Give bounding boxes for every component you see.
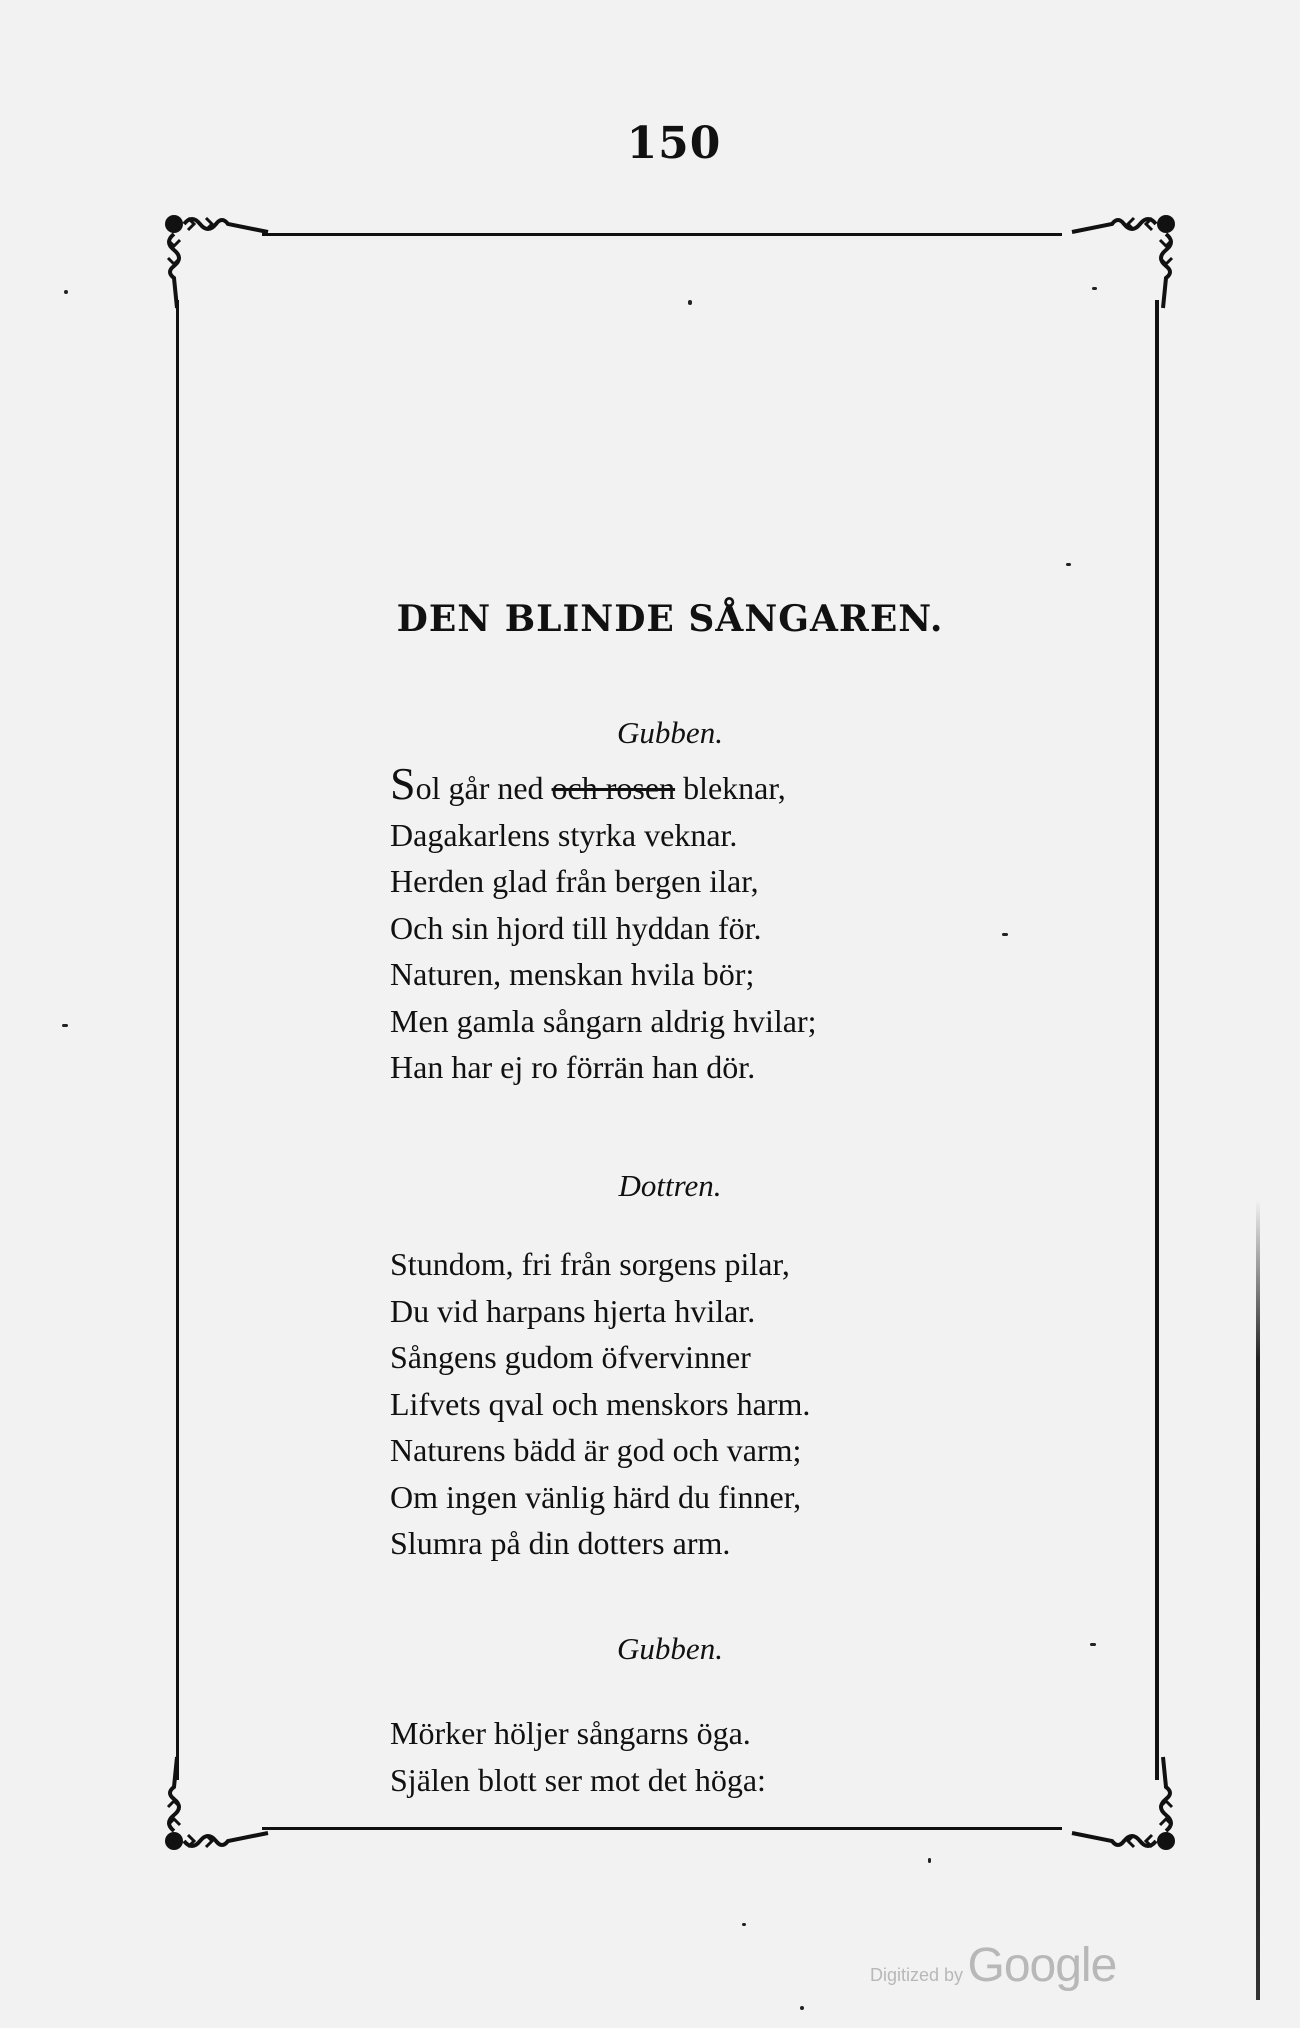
poem-line: Själen blott ser mot det höga:: [390, 1761, 766, 1798]
poem-line: Naturens bädd är god och varm;: [390, 1432, 802, 1468]
poem-line: Herden glad från bergen ilar,: [390, 863, 759, 899]
scan-speck: [928, 1858, 931, 1863]
poem-line: Du vid harpans hjerta hvilar.: [390, 1292, 756, 1329]
frame-left-rule: [176, 300, 179, 1780]
stanza: [390, 1165, 990, 1567]
poem-line: Sol går ned och rosen bleknar,: [390, 758, 786, 809]
poem-line: Men gamla sångarn aldrig hvilar;: [390, 1002, 817, 1039]
scan-speck: [1090, 1643, 1096, 1646]
stanza: [390, 712, 990, 1091]
scan-speck: [1066, 563, 1071, 566]
corner-ornament-icon: [1060, 1745, 1180, 1855]
scan-edge-shadow: [1256, 1200, 1260, 2000]
poem-line: Sångens gudom öfvervinner: [390, 1339, 751, 1375]
corner-ornament-icon: [1060, 210, 1180, 320]
scan-speck: [62, 1024, 68, 1027]
poem-line: Stundom, fri från sorgens pilar,: [390, 1246, 790, 1282]
struck-text: och rosen: [551, 770, 676, 806]
speaker-label: Gubben.: [617, 715, 723, 750]
poem-line: Mörker höljer sångarns öga.: [390, 1715, 751, 1751]
speaker-label: Gubben.: [617, 1631, 723, 1666]
poem-line: Slumra på din dotters arm.: [390, 1525, 731, 1561]
drop-cap: S: [390, 758, 416, 809]
frame-top-rule: [262, 233, 1062, 236]
poem-title: DEN BLINDE SÅNGAREN.: [396, 598, 944, 640]
stanza: [390, 1628, 990, 1803]
poem-line: Dagakarlens styrka veknar.: [390, 816, 738, 853]
watermark-prefix: Digitized by: [870, 1965, 964, 1985]
scan-speck: [742, 1923, 746, 1926]
page-number: 150: [626, 118, 722, 169]
digitized-watermark: [870, 1938, 1116, 1993]
poem-line: Och sin hjord till hyddan för.: [390, 909, 762, 946]
scan-speck: [800, 2006, 804, 2010]
watermark-brand: Google: [967, 1939, 1117, 1992]
poem-line: Lifvets qval och menskors harm.: [390, 1385, 811, 1422]
scan-speck: [1092, 287, 1097, 290]
frame-right-rule: [1155, 300, 1159, 1780]
frame-bottom-rule: [262, 1827, 1062, 1830]
corner-ornament-icon: [160, 210, 280, 320]
scan-speck: [1002, 933, 1008, 936]
speaker-label: Dottren.: [618, 1168, 722, 1203]
poem-line: Han har ej ro förrän han dör.: [390, 1049, 756, 1085]
poem-line: Naturen, menskan hvila bör;: [390, 956, 755, 992]
scan-speck: [64, 290, 68, 294]
scan-speck: [688, 300, 692, 305]
poem-line: Om ingen vänlig härd du finner,: [390, 1478, 802, 1515]
corner-ornament-icon: [160, 1745, 280, 1855]
